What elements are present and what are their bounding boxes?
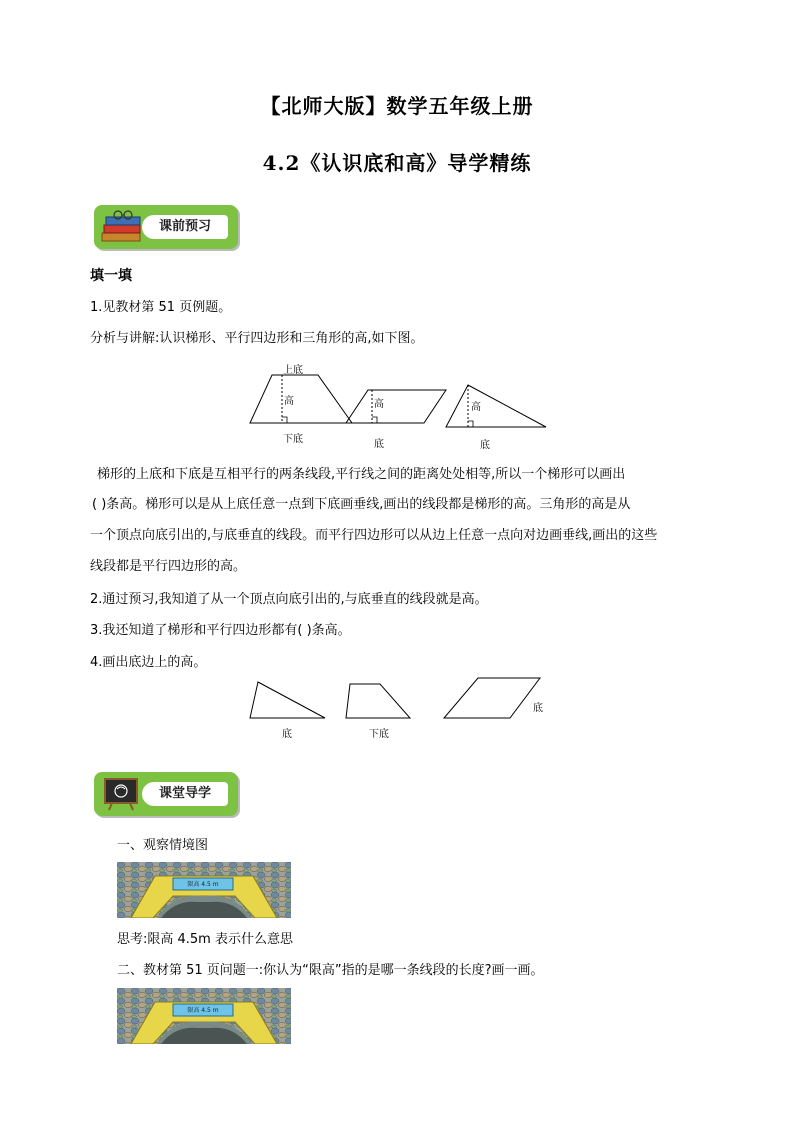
figure-draw-heights bbox=[240, 672, 560, 727]
height-limit-sign: 限高 4.5 m bbox=[187, 1007, 219, 1014]
question-1: 1.见教材第 51 页例题。 bbox=[90, 300, 232, 315]
label-triangle-base: 底 bbox=[480, 440, 490, 451]
blackboard-icon bbox=[102, 776, 142, 812]
label-parallelogram-base: 底 bbox=[374, 439, 384, 450]
label-draw-parallelogram-base: 底 bbox=[533, 703, 543, 714]
label-draw-triangle-base: 底 bbox=[282, 729, 292, 740]
badge-label: 课堂导学 bbox=[158, 786, 211, 801]
label-draw-trapezoid-base: 下底 bbox=[369, 729, 389, 740]
paragraph-line: 一个顶点向底引出的,与底垂直的线段。而平行四边形可以从边上任意一点向对边画垂线,画出的这些 bbox=[90, 528, 658, 543]
height-limit-sign: 限高 4.5 m bbox=[187, 881, 219, 888]
analysis-text: 分析与讲解:认识梯形、平行四边形和三角形的高,如下图。 bbox=[90, 331, 424, 346]
label-parallelogram-height: 高 bbox=[374, 399, 384, 410]
label-trapezoid-height: 高 bbox=[284, 396, 294, 407]
page-subtitle: 4.2《认识底和高》导学精练 bbox=[262, 151, 532, 175]
page-title: 【北师大版】数学五年级上册 bbox=[260, 94, 534, 118]
badge-label: 课前预习 bbox=[158, 219, 211, 234]
label-trapezoid-bottom: 下底 bbox=[283, 434, 303, 445]
fill-blank-heading: 填一填 bbox=[90, 268, 132, 284]
section-badge-classroom bbox=[94, 772, 238, 816]
item-observe: 一、观察情境图 bbox=[117, 838, 209, 853]
label-trapezoid-top: 上底 bbox=[283, 365, 303, 376]
books-icon bbox=[98, 207, 148, 247]
paragraph-line: 线段都是平行四边形的高。 bbox=[90, 559, 247, 574]
section-badge-preview bbox=[94, 205, 238, 249]
paragraph-line: 梯形的上底和下底是互相平行的两条线段,平行线之间的距离处处相等,所以一个梯形可以画出 bbox=[97, 467, 626, 482]
question-4: 4.画出底边上的高。 bbox=[90, 655, 207, 670]
think-question: 思考:限高 4.5m 表示什么意思 bbox=[117, 932, 293, 947]
question-3: 3.我还知道了梯形和平行四边形都有( )条高。 bbox=[90, 623, 351, 638]
item-textbook-question: 二、教材第 51 页问题一:你认为“限高”指的是哪一条线段的长度?画一画。 bbox=[117, 963, 544, 978]
label-triangle-height: 高 bbox=[471, 402, 481, 413]
question-2: 2.通过预习,我知道了从一个顶点向底引出的,与底垂直的线段就是高。 bbox=[90, 592, 488, 607]
paragraph-line: ( )条高。梯形可以是从上底任意一点到下底画垂线,画出的线段都是梯形的高。三角形的高是从 bbox=[92, 497, 631, 512]
